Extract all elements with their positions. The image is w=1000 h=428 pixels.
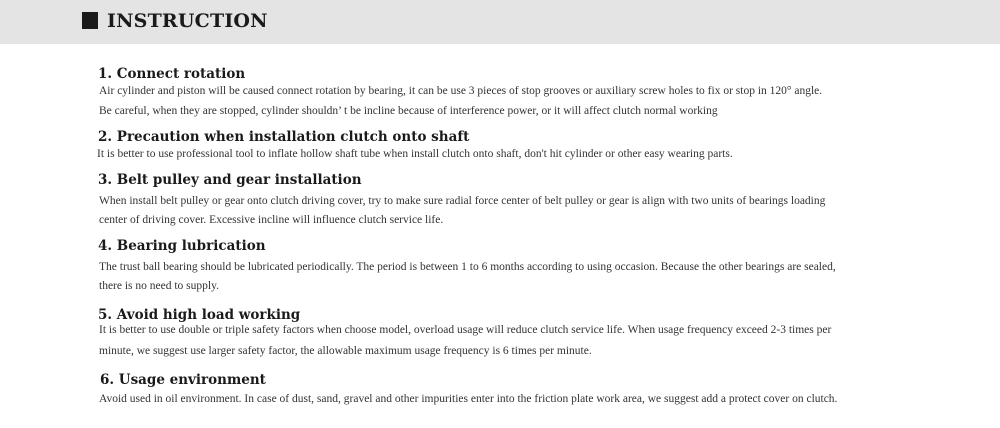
section-text-line: The trust ball bearing should be lubricated periodically. The period is between 1 to 6 months according to using occasion. Because the other bearings are sealed, bbox=[99, 261, 836, 273]
section-text-line: It is better to use double or triple safety factors when choose model, overload usage will reduce clutch service life. When usage frequency exceed 2-3 times per bbox=[99, 324, 832, 336]
header-bar bbox=[0, 0, 1000, 44]
page-title: INSTRUCTION bbox=[107, 10, 268, 32]
section-title: 4. Bearing lubrication bbox=[98, 238, 266, 254]
section-text-line: It is better to use professional tool to inflate hollow shaft tube when install clutch onto shaft, don't hit cylinder or other easy wearing parts. bbox=[97, 148, 733, 160]
section-title: 3. Belt pulley and gear installation bbox=[98, 172, 362, 188]
section-title: 6. Usage environment bbox=[100, 372, 266, 388]
header-square-icon bbox=[82, 12, 98, 29]
section-text-line: When install belt pulley or gear onto clutch driving cover, try to make sure radial force center of belt pulley or gear is align with two units of bearings loading bbox=[99, 195, 826, 207]
section-text-line: Avoid used in oil environment. In case of dust, sand, gravel and other impurities enter into the friction plate work area, we suggest add a protect cover on clutch. bbox=[99, 393, 838, 405]
section-text-line: there is no need to supply. bbox=[99, 280, 219, 292]
section-text-line: Air cylinder and piston will be caused connect rotation by bearing, it can be use 3 pieces of stop grooves or auxiliary screw holes to fix or stop in 120° angle. bbox=[99, 85, 823, 97]
section-text-line: minute, we suggest use larger safety factor, the allowable maximum usage frequency is 6 times per minute. bbox=[99, 345, 592, 357]
section-title: 1. Connect rotation bbox=[98, 66, 246, 82]
section-text-line: Be careful, when they are stopped, cylinder shouldn’ t be incline because of interference power, or it will affect clutch normal working bbox=[99, 105, 718, 117]
section-text-line: center of driving cover. Excessive incline will influence clutch service life. bbox=[99, 214, 444, 226]
section-title: 2. Precaution when installation clutch onto shaft bbox=[98, 129, 470, 145]
section-title: 5. Avoid high load working bbox=[98, 307, 301, 323]
